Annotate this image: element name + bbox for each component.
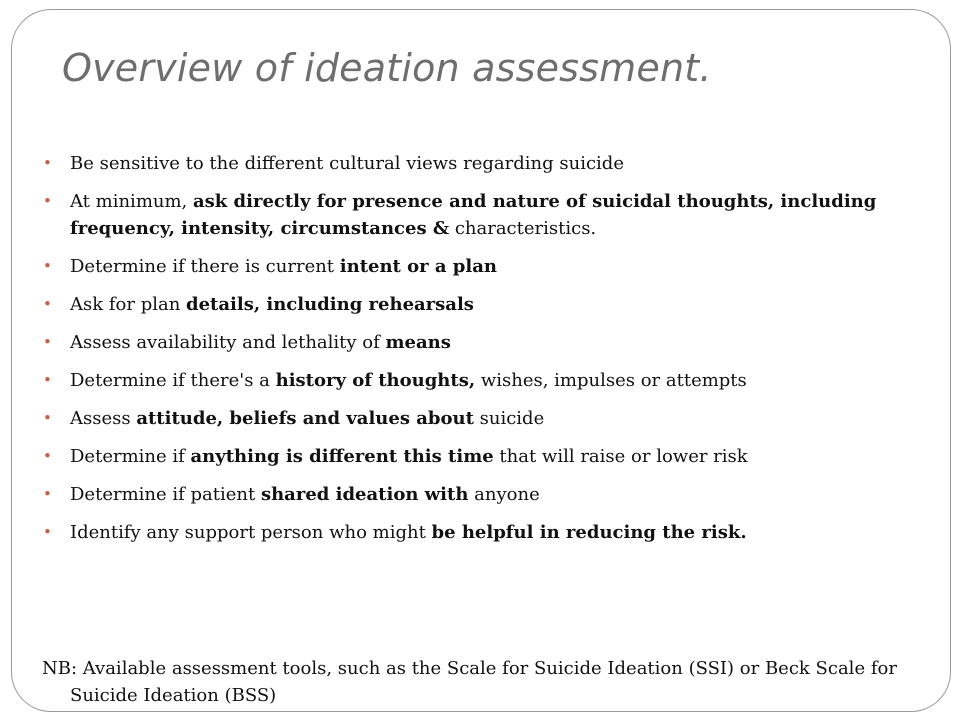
bullet-dot-icon: • bbox=[43, 447, 52, 465]
bullet-item bbox=[42, 367, 922, 394]
bullet-text: Determine if there's a bbox=[70, 370, 276, 391]
bullet-text: Assess availability and lethality of bbox=[70, 332, 386, 353]
bullet-text: characteristics. bbox=[449, 218, 597, 239]
bullet-dot-icon: • bbox=[43, 192, 52, 210]
bullet-text: Identify any support person who might bbox=[70, 522, 432, 543]
bullet-item bbox=[42, 443, 922, 470]
bullet-list bbox=[42, 150, 922, 557]
bullet-dot-icon: • bbox=[43, 333, 52, 351]
bullet-dot-icon: • bbox=[43, 371, 52, 389]
bullet-item bbox=[42, 405, 922, 432]
bullet-text: Ask for plan bbox=[70, 294, 187, 315]
bullet-text: Assess bbox=[70, 408, 137, 429]
bullet-text: Determine if bbox=[70, 446, 191, 467]
bullet-text: suicide bbox=[473, 408, 545, 429]
bullet-dot-icon: • bbox=[43, 154, 52, 172]
bullet-text-bold: anything is different this time bbox=[190, 446, 494, 467]
bullet-text-bold: ask directly for presence and nature of suicidal thoughts, including frequency, intensity, circumstances & bbox=[70, 191, 877, 239]
bullet-text: Determine if there is current bbox=[70, 256, 340, 277]
bullet-text-bold: intent or a plan bbox=[339, 256, 497, 277]
bullet-dot-icon: • bbox=[43, 523, 52, 541]
bullet-text: At minimum, bbox=[70, 191, 193, 212]
bullet-text-bold: shared ideation with bbox=[260, 484, 469, 505]
slide-title: Overview of ideation assessment. bbox=[62, 46, 712, 90]
bullet-item bbox=[42, 519, 922, 546]
bullet-item bbox=[42, 481, 922, 508]
bullet-text: anyone bbox=[468, 484, 540, 505]
bullet-dot-icon: • bbox=[43, 485, 52, 503]
bullet-text: that will raise or lower risk bbox=[493, 446, 748, 467]
bullet-text: Be sensitive to the different cultural views regarding suicide bbox=[70, 153, 624, 174]
bullet-dot-icon: • bbox=[43, 409, 52, 427]
bullet-text-bold: history of thoughts, bbox=[275, 370, 476, 391]
bullet-text-bold: means bbox=[385, 332, 451, 353]
bullet-text-bold: details, including rehearsals bbox=[186, 294, 474, 315]
bullet-item bbox=[42, 253, 922, 280]
footnote: NB: Available assessment tools, such as the Scale for Suicide Ideation (SSI) or Beck Scale for Suicide Ideation (BSS) bbox=[42, 658, 897, 706]
bullet-item bbox=[42, 329, 922, 356]
bullet-dot-icon: • bbox=[43, 295, 52, 313]
bullet-text-bold: attitude, beliefs and values about bbox=[136, 408, 474, 429]
bullet-item bbox=[42, 188, 922, 242]
bullet-text: wishes, impulses or attempts bbox=[475, 370, 747, 391]
bullet-dot-icon: • bbox=[43, 257, 52, 275]
bullet-item bbox=[42, 150, 922, 177]
bullet-text: Determine if patient bbox=[70, 484, 261, 505]
bullet-item bbox=[42, 291, 922, 318]
bullet-text-bold: be helpful in reducing the risk. bbox=[431, 522, 747, 543]
